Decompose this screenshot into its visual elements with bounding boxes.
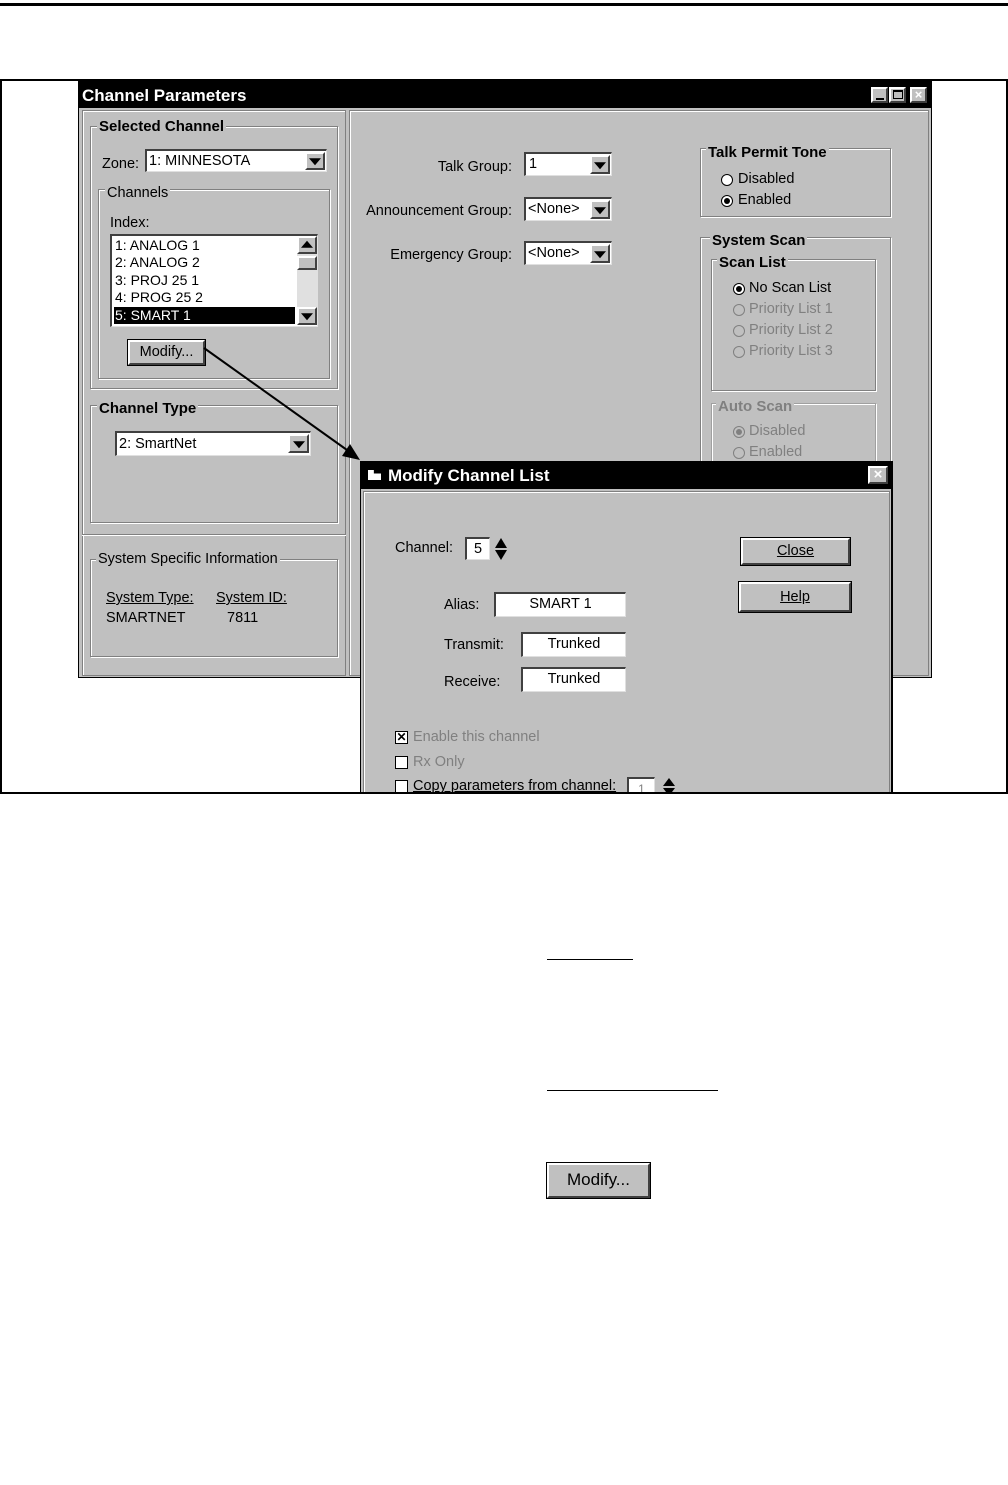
talk-permit-disabled-label: Disabled — [738, 171, 795, 187]
channel-label: Channel: — [395, 540, 454, 556]
scan-list-priority3-label: Priority List 3 — [749, 343, 833, 359]
window-title: Channel Parameters — [82, 86, 247, 105]
channel-spinner-buttons[interactable] — [494, 537, 508, 561]
channel-list-item[interactable]: 2: ANALOG 2 — [115, 254, 200, 271]
system-type-value: SMARTNET — [106, 610, 186, 626]
enable-channel-label: Enable this channel — [413, 729, 540, 745]
alias-input[interactable] — [494, 592, 626, 617]
copy-parameters-checkbox[interactable] — [395, 780, 408, 792]
spinner-up-icon[interactable] — [663, 778, 675, 786]
receive-label: Receive: — [444, 674, 501, 690]
announcement-group-value: <None> — [528, 201, 580, 217]
auto-scan-enabled-label: Enabled — [749, 444, 803, 460]
index-label: Index: — [110, 215, 150, 231]
system-info-legend: System Specific Information — [98, 551, 278, 567]
emergency-group-value: <None> — [528, 245, 580, 261]
check-icon: ✕ — [396, 730, 407, 744]
copy-spinner-buttons[interactable] — [662, 777, 676, 792]
talk-group-value: 1 — [529, 156, 538, 172]
alias-label: Alias: — [444, 597, 480, 613]
dialog-inner-border — [363, 491, 890, 792]
transmit-value: Trunked — [547, 636, 601, 652]
spinner-down-icon[interactable] — [495, 550, 507, 560]
receive-value: Trunked — [547, 671, 601, 687]
talk-permit-enabled-label: Enabled — [738, 192, 792, 208]
system-id-label: System ID: — [216, 590, 287, 606]
close-icon: × — [873, 466, 883, 483]
close-icon: × — [914, 87, 923, 102]
callout-arrow-line — [204, 348, 347, 450]
enable-channel-checkbox[interactable] — [395, 731, 408, 744]
channel-list-item[interactable]: 3: PROJ 25 1 — [115, 271, 200, 288]
dialog-close-button[interactable] — [868, 466, 888, 484]
alias-value: SMART 1 — [529, 596, 592, 612]
talk-permit-tone-legend: Talk Permit Tone — [708, 144, 827, 161]
dialog-close-text-button[interactable]: Close — [741, 538, 850, 565]
auto-scan-disabled-label: Disabled — [749, 423, 806, 439]
channels-legend: Channels — [107, 185, 169, 201]
spinner-down-icon[interactable] — [663, 788, 675, 792]
talk-group-label: Talk Group: — [437, 159, 512, 175]
spinner-up-icon[interactable] — [495, 538, 507, 548]
dialog-title: Modify Channel List — [388, 466, 550, 485]
callout-arrowhead — [342, 444, 360, 460]
channel-type-value: 2: SmartNet — [119, 436, 197, 452]
receive-input[interactable] — [521, 667, 626, 692]
channel-list-item[interactable]: 4: PROG 25 2 — [115, 289, 203, 306]
channel-spinner-value: 5 — [474, 541, 483, 557]
dialog-titlebar — [361, 462, 892, 489]
rx-only-checkbox[interactable] — [395, 756, 408, 769]
channel-spinner-input[interactable] — [465, 537, 490, 560]
channel-list-item[interactable]: 5: SMART 1 — [114, 307, 295, 324]
copy-parameters-label: Copy parameters from channel: — [413, 778, 617, 792]
channel-type-legend: Channel Type — [99, 400, 197, 417]
emergency-group-label: Emergency Group: — [390, 247, 512, 263]
blank-rule-short — [547, 959, 633, 960]
zone-value: 1: MINNESOTA — [149, 153, 251, 169]
selected-channel-legend: Selected Channel — [99, 118, 225, 135]
rx-only-label: Rx Only — [413, 754, 465, 770]
page-modify-button[interactable]: Modify... — [547, 1163, 650, 1198]
modify-button[interactable]: Modify... — [128, 340, 205, 365]
transmit-label: Transmit: — [444, 637, 504, 653]
dialog-app-icon — [368, 470, 381, 480]
modify-channel-list-dialog — [360, 461, 893, 792]
copy-channel-value: 1 — [638, 782, 645, 792]
copy-channel-input[interactable] — [627, 777, 655, 792]
transmit-input[interactable] — [521, 632, 626, 657]
scan-list-legend: Scan List — [719, 254, 786, 271]
dialog-help-button[interactable]: Help — [739, 582, 851, 612]
system-scan-legend: System Scan — [712, 232, 806, 249]
system-type-label: System Type: — [106, 590, 194, 606]
system-id-value: 7811 — [227, 610, 259, 626]
blank-rule-long — [547, 1090, 718, 1091]
channel-list-item[interactable]: 1: ANALOG 1 — [115, 237, 200, 253]
zone-label: Zone: — [102, 156, 140, 172]
announcement-group-label: Announcement Group: — [366, 203, 512, 219]
scan-list-priority2-label: Priority List 2 — [749, 322, 833, 338]
scan-list-none-label: No Scan List — [749, 280, 832, 296]
scan-list-priority1-label: Priority List 1 — [749, 301, 833, 317]
auto-scan-legend: Auto Scan — [718, 398, 793, 415]
